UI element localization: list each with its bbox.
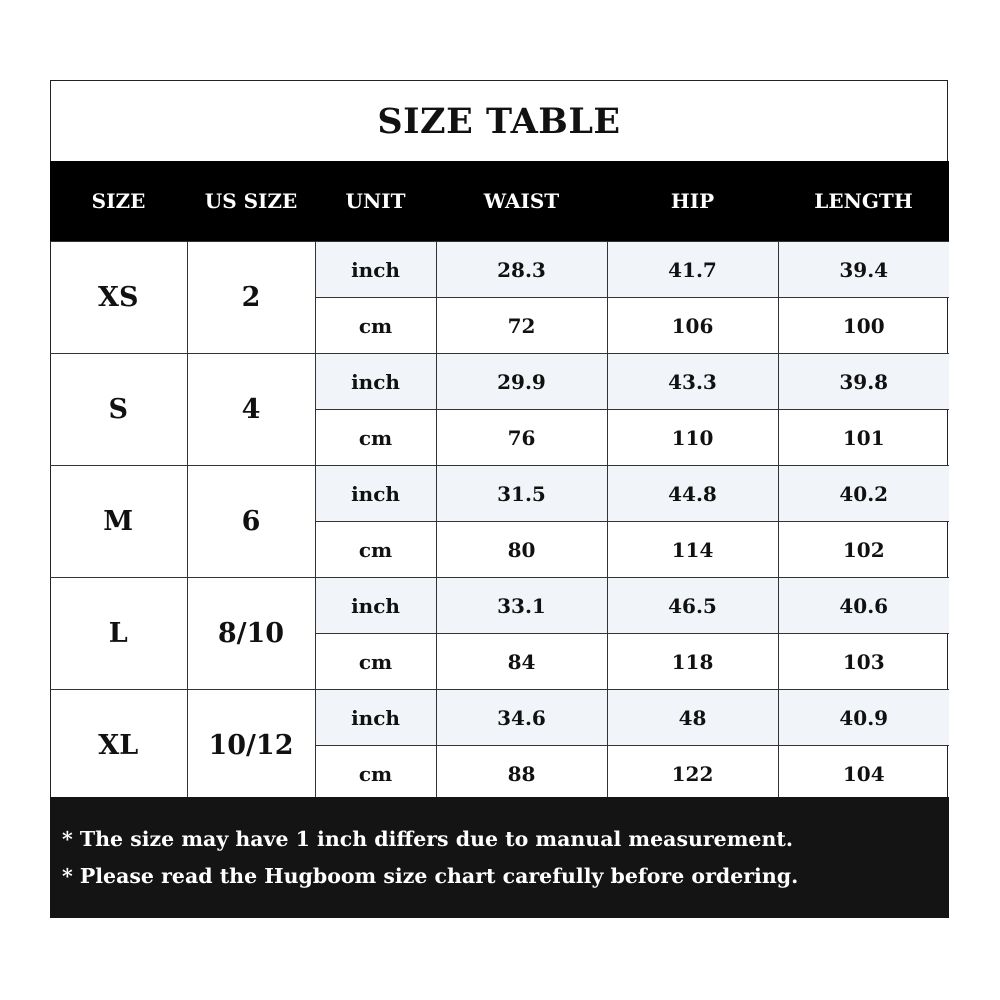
hip-cell: 122	[607, 746, 778, 802]
size-cell: L	[50, 578, 187, 690]
unit-cell: inch	[315, 690, 436, 746]
header-row	[50, 161, 949, 242]
length-cell: 103	[778, 634, 949, 690]
waist-cell: 80	[436, 522, 607, 578]
header-hip: HIP	[607, 161, 778, 242]
notes-panel	[50, 797, 949, 918]
waist-cell: 33.1	[436, 578, 607, 634]
waist-cell: 28.3	[436, 242, 607, 298]
table-row	[50, 242, 949, 298]
length-cell: 40.2	[778, 466, 949, 522]
note-measurement: * The size may have 1 inch differs due to manual measurement.	[62, 827, 793, 851]
size-cell: M	[50, 466, 187, 578]
unit-cell: cm	[315, 410, 436, 466]
waist-cell: 29.9	[436, 354, 607, 410]
table-row	[50, 466, 949, 522]
hip-cell: 110	[607, 410, 778, 466]
hip-cell: 48	[607, 690, 778, 746]
us-size-cell: 6	[187, 466, 315, 578]
hip-cell: 41.7	[607, 242, 778, 298]
hip-cell: 118	[607, 634, 778, 690]
unit-cell: inch	[315, 242, 436, 298]
length-cell: 40.6	[778, 578, 949, 634]
hip-cell: 114	[607, 522, 778, 578]
hip-cell: 44.8	[607, 466, 778, 522]
us-size-cell: 10/12	[187, 690, 315, 802]
us-size-cell: 2	[187, 242, 315, 354]
header-length: LENGTH	[778, 161, 949, 242]
waist-cell: 34.6	[436, 690, 607, 746]
us-size-cell: 4	[187, 354, 315, 466]
note-size-chart: * Please read the Hugboom size chart carefully before ordering.	[62, 864, 799, 888]
hip-cell: 106	[607, 298, 778, 354]
table-row	[50, 354, 949, 410]
size-chart	[50, 80, 948, 918]
unit-cell: cm	[315, 298, 436, 354]
header-unit: UNIT	[315, 161, 436, 242]
length-cell: 104	[778, 746, 949, 802]
header-size: SIZE	[50, 161, 187, 242]
waist-cell: 72	[436, 298, 607, 354]
size-cell: XL	[50, 690, 187, 802]
size-table	[50, 161, 949, 802]
unit-cell: cm	[315, 522, 436, 578]
waist-cell: 76	[436, 410, 607, 466]
unit-cell: inch	[315, 578, 436, 634]
us-size-cell: 8/10	[187, 578, 315, 690]
hip-cell: 43.3	[607, 354, 778, 410]
size-cell: S	[50, 354, 187, 466]
length-cell: 39.8	[778, 354, 949, 410]
size-cell: XS	[50, 242, 187, 354]
length-cell: 101	[778, 410, 949, 466]
unit-cell: inch	[315, 354, 436, 410]
unit-cell: cm	[315, 634, 436, 690]
unit-cell: cm	[315, 746, 436, 802]
length-cell: 102	[778, 522, 949, 578]
table-row	[50, 690, 949, 746]
header-us-size: US SIZE	[187, 161, 315, 242]
page-title: SIZE TABLE	[377, 100, 621, 142]
length-cell: 100	[778, 298, 949, 354]
waist-cell: 31.5	[436, 466, 607, 522]
unit-cell: inch	[315, 466, 436, 522]
waist-cell: 88	[436, 746, 607, 802]
length-cell: 40.9	[778, 690, 949, 746]
length-cell: 39.4	[778, 242, 949, 298]
hip-cell: 46.5	[607, 578, 778, 634]
header-waist: WAIST	[436, 161, 607, 242]
table-row	[50, 578, 949, 634]
waist-cell: 84	[436, 634, 607, 690]
